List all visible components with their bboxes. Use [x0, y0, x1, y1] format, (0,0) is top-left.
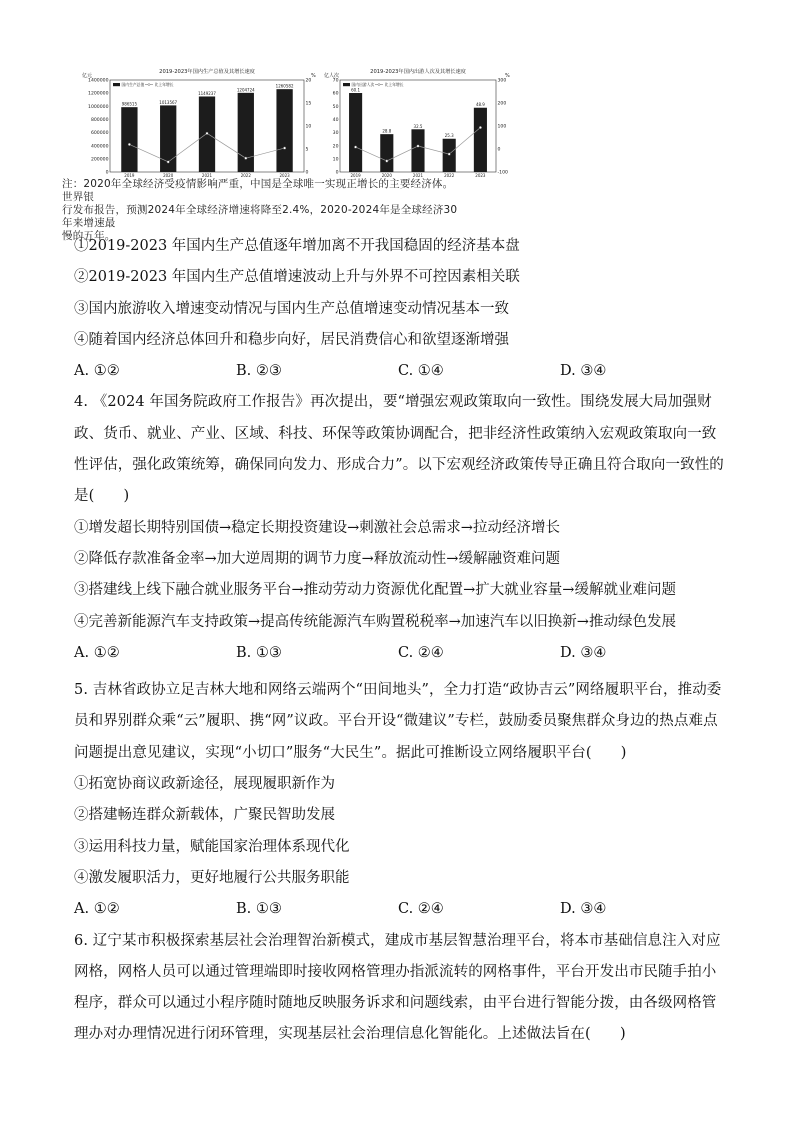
y-tick-left-label: 600000: [90, 131, 109, 137]
y-tick-right-label: 0: [305, 170, 309, 176]
x-tick-label: 2019: [350, 173, 361, 178]
q3-option-b[interactable]: B. ②③: [236, 363, 282, 380]
y-tick-left-label: 800000: [90, 118, 109, 124]
note-line-3: 慢的五年。: [62, 230, 116, 242]
q3-options: [74, 356, 726, 387]
bar: [349, 93, 362, 172]
y-tick-left-label: 70: [332, 78, 339, 84]
q4-option-a[interactable]: A. ①②: [74, 644, 120, 661]
y-tick-left-label: 60: [332, 91, 339, 97]
q4-item-4: ④完善新能源汽车支持政策→提高传统能源汽车购置税税率→加速汽车以旧换新→推动绿色发展: [74, 613, 676, 630]
y-tick-right-label: 100: [497, 124, 507, 130]
q6-stem: 6. 辽宁某市积极探索基层社会治理智治新模式，建成市基层智慧治理平台，将本市基础信息注入对应网格，网格人员可以通过管理端即时接收网格管理办指派流转的网格事件，平台开发出市民随手拍小程序，群众可以通过小程序随时随地反映服务诉求和问题线索，由平台进行智能分拨，由各级网格管理办对办理情况进行闭环管理，实现基层社会治理信息化智能化。上述做法旨在( ): [74, 932, 721, 1043]
note-line-1: 注：2020年全球经济受疫情影响严重，中国是全球唯一实现正增长的主要经济体。世界银: [62, 178, 454, 203]
x-tick-label: 2021: [201, 173, 213, 178]
bar-data-label: 25.3: [444, 133, 454, 139]
bar: [380, 134, 393, 172]
y-tick-left-label: 20: [332, 144, 339, 150]
y-tick-left-label: 40: [332, 118, 339, 124]
y-tick-left-label: 200000: [90, 157, 109, 163]
bar: [411, 129, 424, 172]
x-tick-label: 2020: [381, 173, 392, 178]
chart-title: 2019-2023年国内生产总值及其增长速度: [159, 69, 255, 75]
y-tick-right-label: 10: [305, 124, 312, 130]
y-tick-left-label: 10: [332, 157, 339, 163]
y-axis-right-unit: %: [505, 73, 510, 79]
y-tick-right-label: 5: [305, 147, 309, 153]
growth-point: [386, 160, 389, 163]
legend-bar-label: 国内生产总值: [121, 82, 145, 87]
q4-option-c[interactable]: C. ②④: [398, 644, 444, 661]
y-tick-left-label: 30: [332, 131, 339, 137]
legend-line-marker: [148, 84, 150, 86]
growth-point: [128, 143, 131, 146]
q5-option-c[interactable]: C. ②④: [398, 901, 444, 918]
q3-option-d[interactable]: D. ③④: [560, 363, 607, 380]
bar: [238, 93, 254, 172]
tourism-chart-svg: [322, 66, 512, 182]
y-tick-left-label: 0: [105, 170, 109, 176]
q3-item-1: ①2019-2023 年国内生产总值逐年增加离不开我国稳固的经济基本盘: [74, 238, 520, 254]
bar-data-label: 1204724: [236, 87, 255, 93]
growth-point: [448, 153, 451, 156]
q4-item-1: ①增发超长期特别国债→稳定长期投资建设→刺激社会总需求→拉动经济增长: [74, 519, 560, 536]
q3-item-3: ③国内旅游收入增速变动情况与国内生产总值增速变动情况基本一致: [74, 300, 509, 317]
q5-item-2: ②搭建畅连群众新载体，广聚民智助发展: [74, 807, 335, 824]
y-tick-left-label: 1400000: [88, 78, 109, 84]
q3-item-4: ④随着国内经济总体回升和稳步向好，居民消费信心和欲望逐渐增强: [74, 331, 509, 348]
q3-option-a[interactable]: A. ①②: [74, 363, 120, 380]
chart-title: 2019-2023年国内出游人次及其增长速度: [370, 69, 466, 75]
legend-line-marker: [378, 84, 380, 86]
q4-option-d[interactable]: D. ③④: [560, 644, 607, 661]
y-tick-left-label: 1200000: [88, 91, 109, 97]
tourism-chart: [322, 66, 512, 182]
bar-data-label: 60.1: [351, 87, 361, 93]
q3-option-c[interactable]: C. ①④: [398, 363, 444, 380]
growth-point: [245, 157, 248, 160]
bar-data-label: 48.9: [475, 102, 485, 108]
y-axis-left-unit: 亿元: [82, 73, 93, 79]
y-tick-right-label: 0: [497, 147, 501, 153]
y-axis-right-unit: %: [311, 73, 316, 79]
y-tick-right-label: 300: [497, 78, 507, 84]
bar-data-label: 1013567: [159, 99, 178, 105]
x-tick-label: 2023: [475, 173, 486, 178]
growth-point: [283, 147, 286, 150]
bar: [474, 108, 487, 172]
y-tick-left-label: 0: [335, 170, 339, 176]
q5-item-1: ①拓宽协商议政新途径，展现履职新作为: [74, 776, 335, 793]
note-line-2: 行发布报告，预测2024年全球经济增速将降至2.4%，2020-2024年是全球经济30年来增速最: [62, 204, 458, 229]
q4-options: [74, 638, 726, 669]
bar-data-label: 32.5: [413, 123, 423, 129]
x-tick-label: 2020: [163, 173, 174, 178]
bar-data-label: 28.8: [382, 128, 392, 134]
y-tick-right-label: -100: [497, 170, 508, 176]
y-tick-left-label: 1000000: [88, 104, 109, 110]
legend-bar-swatch: [113, 83, 120, 86]
legend-line-label: 比上年增长: [384, 82, 404, 87]
legend-bar-swatch: [343, 83, 350, 86]
q5-option-a[interactable]: A. ①②: [74, 901, 120, 918]
q4-option-b[interactable]: B. ①③: [236, 644, 282, 661]
q5-item-4: ④激发履职活力，更好地履行公共服务职能: [74, 869, 350, 886]
growth-point: [206, 132, 209, 135]
q4-stem: 4. 《2024 年国务院政府工作报告》再次提出，要“增强宏观政策取向一致性。围绕发展大局加强财政、货币、就业、产业、区域、科技、环保等政策协调配合，把非经济性政策纳入宏观政策取向一致性评估，强化政策统筹，确保同向发力、形成合力”。以下宏观经济政策传导正确且符合取向一致性的是( ): [74, 394, 724, 505]
y-tick-left-label: 50: [332, 104, 339, 110]
growth-point: [354, 146, 357, 149]
bar-data-label: 1149237: [198, 90, 216, 96]
bar-data-label: 1260582: [275, 83, 294, 89]
bar: [276, 89, 292, 172]
q4-item-3: ③搭建线上线下融合就业服务平台→推动劳动力资源优化配置→扩大就业容量→缓解就业难问题: [74, 582, 676, 599]
gdp-chart-svg: [80, 66, 318, 182]
y-tick-right-label: 15: [305, 101, 312, 107]
q5-options: [74, 894, 726, 925]
gdp-chart: [80, 66, 318, 182]
q5-option-d[interactable]: D. ③④: [560, 901, 607, 918]
growth-point: [479, 126, 482, 129]
growth-point: [417, 145, 420, 148]
y-axis-left-unit: 亿人次: [324, 73, 340, 79]
x-tick-label: 2022: [240, 173, 251, 178]
q3-item-2: ②2019-2023 年国内生产总值增速波动上升与外界不可控因素相关联: [74, 269, 520, 286]
x-tick-label: 2023: [279, 173, 290, 178]
growth-point: [167, 161, 170, 164]
y-tick-right-label: 200: [497, 101, 507, 107]
question-content: [74, 231, 726, 1051]
legend-line-label: 比上年增长: [154, 82, 174, 87]
q5-stem: 5. 吉林省政协立足吉林大地和网络云端两个“田间地头”，全力打造“政协吉云”网络履职平台，推动委员和界别群众乘“云”履职、携“网”议政。平台开设“微建议”专栏，鼓励委员聚焦群众身边的热点难点问题提出意见建议，实现“小切口”服务“大民生”。据此可推断设立网络履职平台( ): [74, 682, 722, 761]
q5-item-3: ③运用科技力量，赋能国家治理体系现代化: [74, 838, 350, 855]
y-tick-right-label: 20: [305, 78, 312, 84]
x-tick-label: 2022: [444, 173, 455, 178]
bar: [121, 107, 137, 172]
bar-data-label: 986515: [121, 101, 138, 107]
x-tick-label: 2019: [124, 173, 135, 178]
q4-item-2: ②降低存款准备金率→加大逆周期的调节力度→释放流动性→缓解融资难问题: [74, 550, 560, 567]
legend-bar-label: 国内出游人次: [351, 82, 375, 87]
y-tick-left-label: 400000: [90, 144, 109, 150]
x-tick-label: 2021: [412, 173, 424, 178]
q5-option-b[interactable]: B. ①③: [236, 901, 282, 918]
